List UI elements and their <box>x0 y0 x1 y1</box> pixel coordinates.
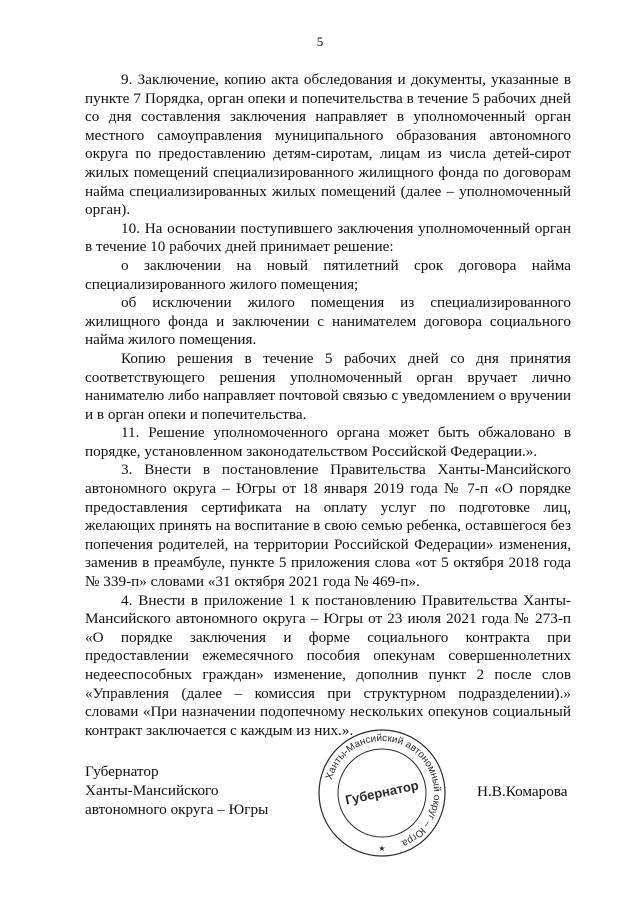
decision-option-2: об исключении жилого помещения из специализированного жилищного фонда и заключении с нанимателем договора социального найма жилого помещения. <box>85 294 571 349</box>
signature-line-1: Губернатор <box>85 763 159 780</box>
decision-option-1: о заключении на новый пятилетний срок договора найма специализированного жилого помещения; <box>85 256 571 293</box>
seal-star-icon: ★ <box>378 844 386 853</box>
signature-line-3: автономного округа – Югры <box>85 801 269 818</box>
paragraph-9: 9. Заключение, копию акта обследования и документы, указанные в пункте 7 Порядка, орган опеки и попечительства в течение 5 рабочих дней со дня составления заключения направляет в уполномоченный орган местного самоуправления муниципального образования автономного округа по предоставлению детям-сиротам, лицам из числа детей-сирот жилых помещений специализированного жилищного фонда по договорам найма специализированных жилых помещений (далее – уполномоченный орган). <box>85 71 571 219</box>
paragraph-copy-decision: Копию решения в течение 5 рабочих дней со дня принятия соответствующего решения уполномоченный орган вручает лично нанимателю либо направляет почтовой связью с уведомлением о вручении и в орган опеки и попечительства. <box>85 349 571 423</box>
signature-title <box>85 762 268 819</box>
signatory-name: Н.В.Комарова <box>477 783 568 800</box>
seal-center-text: Губернатор <box>343 777 420 808</box>
paragraph-4: 4. Внести в приложение 1 к постановлению Правительства Ханты-Мансийского автономного округа – Югры от 23 июля 2021 года № 273-п «О порядке заключения и форме социального контракта при предоставлении ежемесячного пособия опекунам совершеннолетних недееспособных граждан» изменение, дополнив пункт 2 после слов «Управления (далее – комиссия при структурном подразделении).» словами «При назначении подопечному нескольких опекунов социальный контракт заключается с каждым из них.». <box>85 591 571 739</box>
paragraph-3: 3. Внести в постановление Правительства Ханты-Мансийского автономного округа – Югры от 18 января 2019 года № 7-п «О порядке предоставления сертификата на оплату услуг по подготовке лиц, желающих принять на воспитание в свою семью ребенка, оставшегося без попечения родителей, на территории Российской Федерации» изменения, заменив в преамбуле, пункте 5 приложения слова «от 5 октября 2018 года № 339-п» словами «31 октября 2021 года № 469-п». <box>85 461 571 591</box>
page-number: 5 <box>316 34 324 49</box>
paragraph-11: 11. Решение уполномоченного органа может быть обжаловано в порядке, установленном законодательством Российской Федерации.». <box>85 424 571 460</box>
seal-ring-text: Ханты-Мансийский автономный округ – Югра <box>323 732 443 849</box>
document-body <box>85 71 571 740</box>
paragraph-10: 10. На основании поступившего заключения уполномоченный орган в течение 10 рабочих дней принимает решение: <box>85 219 571 256</box>
governor-seal <box>316 727 448 859</box>
signature-line-2: Ханты-Мансийского <box>85 782 219 799</box>
